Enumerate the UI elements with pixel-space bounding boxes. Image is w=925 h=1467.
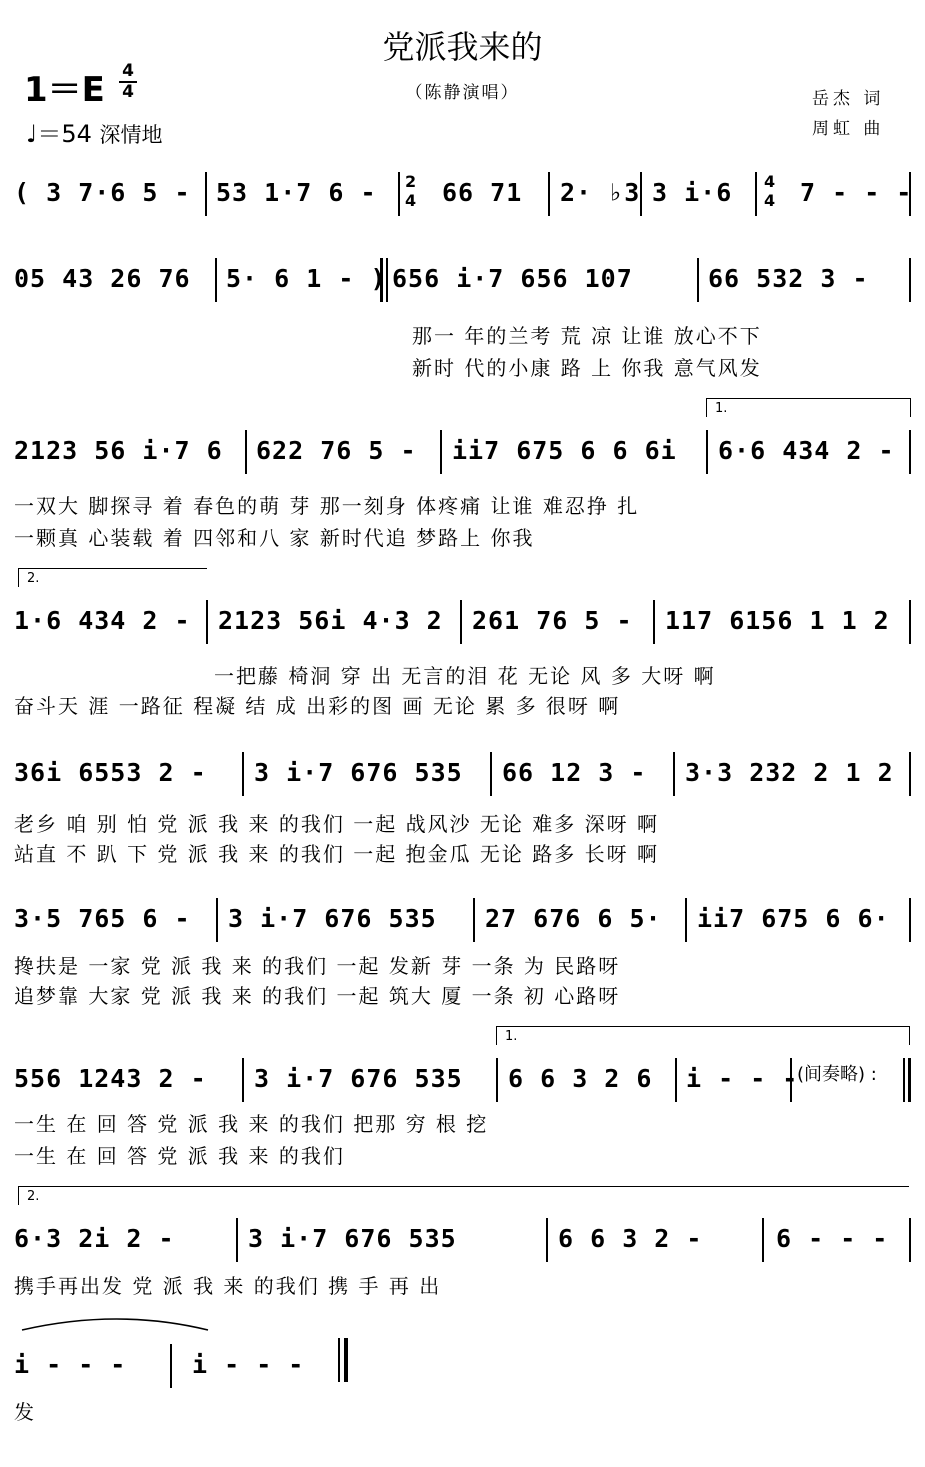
- score-measure: 05 43 26 76: [14, 264, 191, 293]
- barline: [675, 1058, 677, 1102]
- barline: [909, 898, 911, 942]
- lyric-verse-2: 奋斗天 涯 一路征 程凝 结 成 出彩的图 画 无论 累 多 很呀 啊: [14, 694, 621, 718]
- tempo-value: ♩＝54: [26, 120, 92, 148]
- barline: [790, 1058, 792, 1102]
- score-measure: 6 - - -: [776, 1224, 889, 1253]
- barline: [398, 172, 400, 216]
- final-barline: [338, 1338, 340, 1382]
- lyric-verse-1: 发: [14, 1400, 36, 1424]
- lyric-verse-2: 新时 代的小康 路 上 你我 意气风发: [412, 356, 762, 380]
- barline: [909, 1218, 911, 1262]
- lyric-verse-2: 站直 不 趴 下 党 派 我 来 的我们 一起 抱金瓜 无论 路多 长呀 啊: [14, 842, 660, 866]
- barline: [909, 430, 911, 474]
- lyric-verse-2: 一颗真 心装载 着 四邻和八 家 新时代追 梦路上 你我: [14, 526, 535, 550]
- barline: [697, 258, 699, 302]
- lyric-verse-1: 那一 年的兰考 荒 凉 让谁 放心不下: [412, 324, 762, 348]
- lyric-verse-1: 搀扶是 一家 党 派 我 来 的我们 一起 发新 芽 一条 为 民路呀: [14, 954, 621, 978]
- lyric-verse-2: 追梦靠 大家 党 派 我 来 的我们 一起 筑大 厦 一条 初 心路呀: [14, 984, 621, 1008]
- song-title: 党派我来的: [382, 28, 543, 66]
- barline: [755, 172, 757, 216]
- score-measure: 117 6156 1 1 2: [665, 606, 890, 635]
- barline: [215, 258, 217, 302]
- lyric-verse-1: 携手再出发 党 派 我 来 的我们 携 手 再 出: [14, 1274, 442, 1298]
- score-measure: 1·6 434 2 -: [14, 606, 191, 635]
- score-measure: 3 i·6: [652, 178, 733, 207]
- score-measure: 261 76 5 -: [472, 606, 633, 635]
- repeat-end-barline: [903, 1058, 905, 1102]
- barline: [909, 600, 911, 644]
- barline: [909, 258, 911, 302]
- score-measure: 66 71: [442, 178, 523, 207]
- score-measure: 3 i·7 676 535: [248, 1224, 457, 1253]
- volta-bracket: [18, 1186, 909, 1205]
- meter-change: 4 4: [764, 172, 776, 210]
- barline: [548, 172, 550, 216]
- volta-number: 1.: [505, 1029, 518, 1044]
- composer-credit: 周虹 曲: [812, 119, 885, 139]
- score-measure: 3 i·7 676 535: [254, 1064, 463, 1093]
- repeat-end-barline: [908, 1058, 911, 1102]
- barline: [706, 430, 708, 474]
- score-measure: 556 1243 2 -: [14, 1064, 207, 1093]
- score-measure: 3 i·7 676 535: [254, 758, 463, 787]
- barline: [242, 1058, 244, 1102]
- barline: [673, 752, 675, 796]
- final-barline: [344, 1338, 348, 1382]
- score-measure: ii7 675 6 6 6i: [452, 436, 677, 465]
- repeat-start-barline: [386, 258, 388, 302]
- score-measure: i - - -: [686, 1064, 799, 1093]
- volta-number: 2.: [27, 1189, 40, 1204]
- score-measure: 656 i·7 656 107: [392, 264, 633, 293]
- barline: [762, 1218, 764, 1262]
- barline: [909, 752, 911, 796]
- meter-change: 2 4: [405, 172, 417, 210]
- score-measure: 6·6 434 2 -: [718, 436, 895, 465]
- lyric-verse-1: 老乡 咱 别 怕 党 派 我 来 的我们 一起 战风沙 无论 难多 深呀 啊: [14, 812, 660, 836]
- score-measure: ii7 675 6 6·: [697, 904, 890, 933]
- barline: [490, 752, 492, 796]
- score-measure: 2123 56i 4·3 2: [218, 606, 443, 635]
- barline: [245, 430, 247, 474]
- score-measure: 6·3 2i 2 -: [14, 1224, 175, 1253]
- lyric-verse-2: 一生 在 回 答 党 派 我 来 的我们: [14, 1144, 345, 1168]
- singer-credit: （陈静演唱）: [405, 83, 520, 103]
- volta-number: 2.: [27, 571, 40, 586]
- barline: [205, 172, 207, 216]
- lyric-verse-1: 一双大 脚探寻 着 春色的萌 芽 那一刻身 体疼痛 让谁 难忍挣 扎: [14, 494, 640, 518]
- score-measure: 622 76 5 -: [256, 436, 417, 465]
- barline: [473, 898, 475, 942]
- score-measure: 2123 56 i·7 6: [14, 436, 223, 465]
- score-measure: 27 676 6 5·: [485, 904, 662, 933]
- barline: [909, 172, 911, 216]
- score-measure: 2· ♭3: [560, 178, 641, 207]
- volta-number: 1.: [715, 401, 728, 416]
- time-signature-denominator: 4: [122, 82, 134, 102]
- time-signature: [118, 62, 138, 102]
- score-measure: 53 1·7 6 -: [216, 178, 377, 207]
- slur: [18, 1310, 348, 1334]
- lyric-verse-1: 一生 在 回 答 党 派 我 来 的我们 把那 穷 根 挖: [14, 1112, 489, 1136]
- key-signature: 1＝E: [24, 70, 105, 110]
- score-measure: 6 6 3 2 6: [508, 1064, 653, 1093]
- barline: [460, 600, 462, 644]
- barline: [216, 898, 218, 942]
- score-measure: 3·5 765 6 -: [14, 904, 191, 933]
- lyric-verse-1: 一把藤 椅洞 穿 出 无言的泪 花 无论 风 多 大呀 啊: [214, 664, 716, 688]
- score-measure: 36i 6553 2 -: [14, 758, 207, 787]
- barline: [440, 430, 442, 474]
- score-measure: 3 i·7 676 535: [228, 904, 437, 933]
- score-measure: 7 - - -: [800, 178, 913, 207]
- barline: [236, 1218, 238, 1262]
- barline: [653, 600, 655, 644]
- barline: [242, 752, 244, 796]
- score-measure: ( 3 7·6 5 -: [14, 178, 191, 207]
- barline: [640, 172, 642, 216]
- lyricist-credit: 岳杰 词: [812, 89, 885, 109]
- score-measure: 66 12 3 -: [502, 758, 647, 787]
- score-measure: 66 532 3 -: [708, 264, 869, 293]
- barline: [685, 898, 687, 942]
- score-measure: 5· 6 1 - ): [226, 264, 387, 293]
- score-measure: 3·3 232 2 1 2: [685, 758, 894, 787]
- time-signature-numerator: 4: [122, 61, 134, 81]
- volta-bracket: [706, 398, 911, 417]
- barline: [170, 1344, 172, 1388]
- expression-marking: 深情地: [99, 123, 163, 147]
- barline: [546, 1218, 548, 1262]
- interlude-note: (间奏略) :: [797, 1064, 877, 1085]
- tempo-marking: [26, 114, 163, 149]
- score-measure: i - - -: [14, 1350, 127, 1379]
- interlude-text: 间奏略: [804, 1064, 859, 1085]
- barline: [496, 1058, 498, 1102]
- score-measure: 6 6 3 2 -: [558, 1224, 703, 1253]
- score-measure: i - - -: [192, 1350, 305, 1379]
- volta-bracket: [18, 568, 207, 587]
- repeat-start-barline: [380, 258, 383, 302]
- volta-bracket: [496, 1026, 910, 1045]
- barline: [206, 600, 208, 644]
